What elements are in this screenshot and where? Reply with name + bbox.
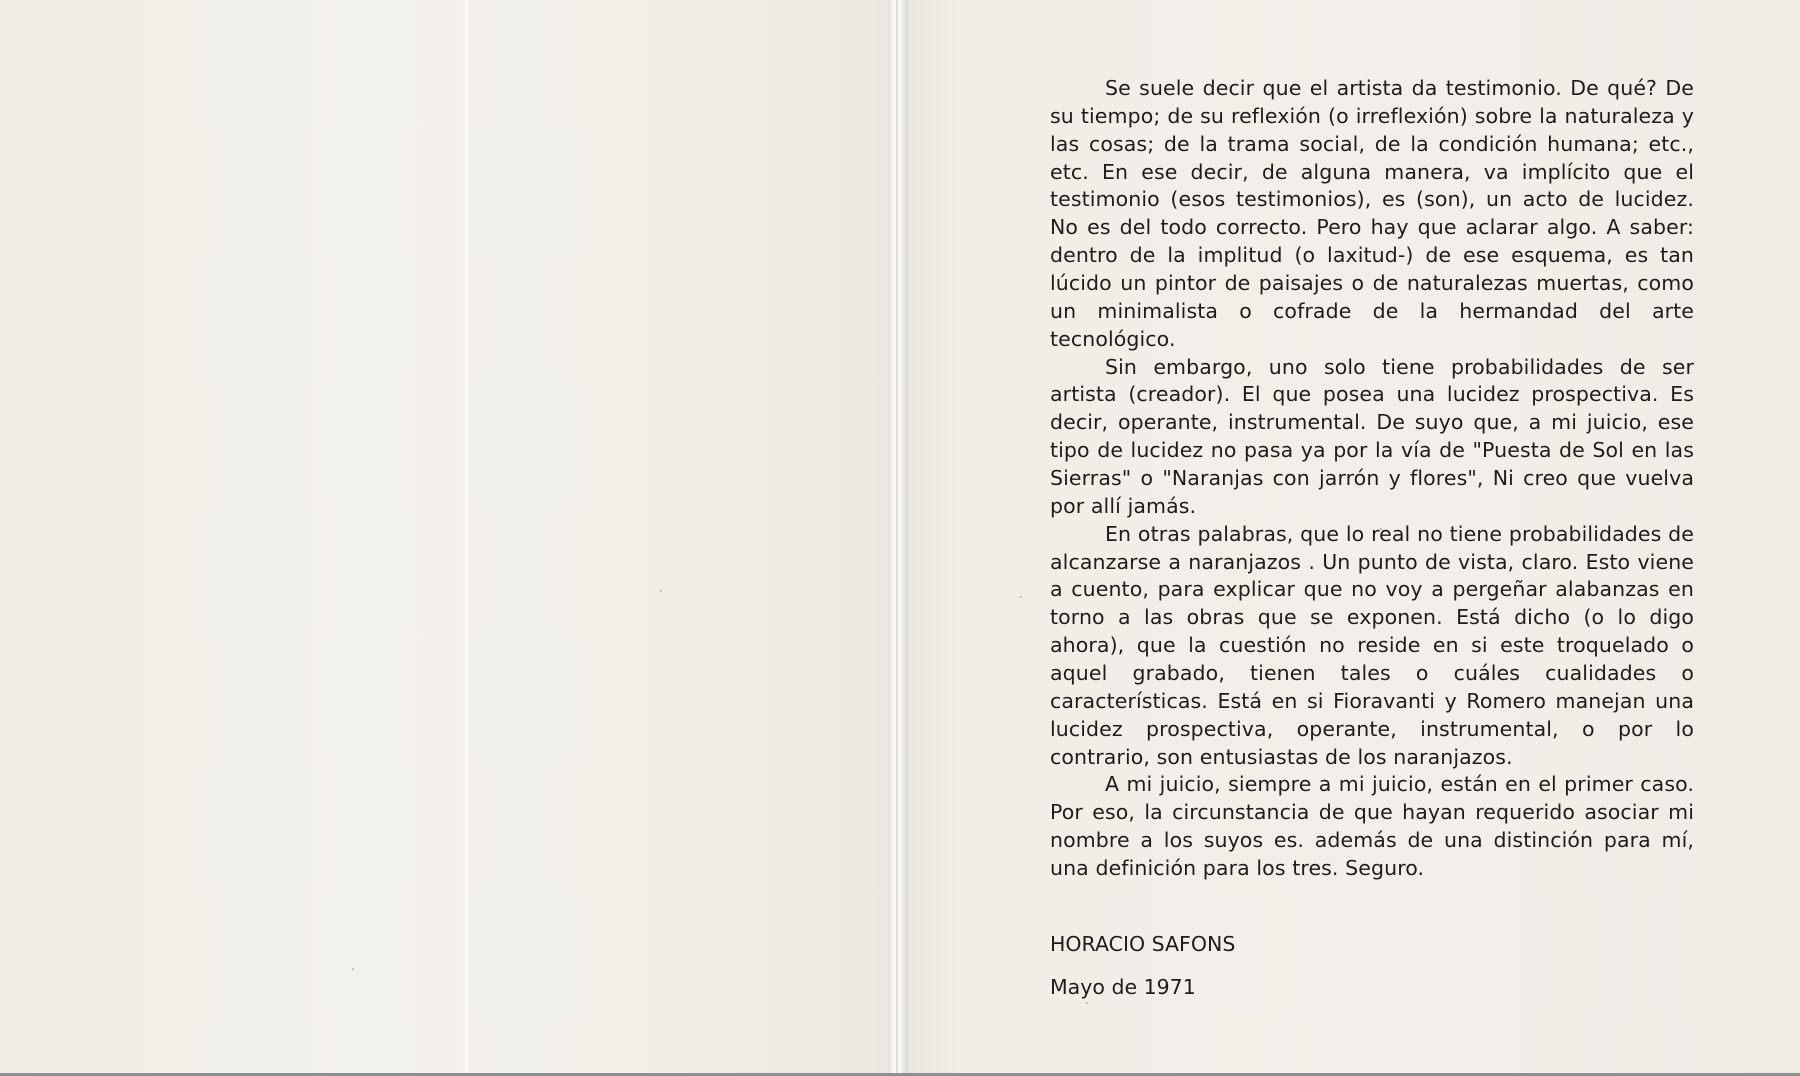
center-fold <box>888 0 908 1073</box>
paragraph: A mi juicio, siempre a mi juicio, están en el primer caso. Por eso, la circunstancia de que hayan requerido asociar mi nombre a los suyos es. además de una distinción para mí, una definición para los tres. Seguro. <box>1050 772 1694 881</box>
paragraph: Se suele decir que el artista da testimonio. De qué? De su tiempo; de su reflexión (o irreflexión) sobre la naturaleza y las cosas; de la trama social, de la condición humana; etc., etc. En ese decir, de alguna manera, va implícito que el testimonio (esos testimonios), es (son), un acto de lucidez. No es del todo correcto. Pero hay que aclarar algo. A saber: dentro de la implitud (o laxitud-) de ese esquema, es tan lúcido un pintor de paisajes o de naturalezas muertas, como un minimalista o cofrade de la hermandad del arte tecnológico. <box>1050 76 1694 351</box>
paper-speck <box>660 590 662 592</box>
left-page-crease <box>463 0 469 1073</box>
paper-speck <box>352 968 354 970</box>
left-page-blank <box>0 0 888 1073</box>
paragraph: En otras palabras, que lo real no tiene probabilidades de alcanzarse a naranjazos . Un punto de vista, claro. Esto viene a cuento, para explicar que no voy a pergeñar alabanzas en torno a las obras que se exponen. Está dicho (o lo digo ahora), que la cuestión no reside en si este troquelado o aquel grabado, tienen tales o cuáles cualidades o características. Está en si Fioravanti y Romero manejan una lucidez prospectiva, operante, instrumental, o por lo contrario, son entusiastas de los naranjazos. <box>1050 521 1694 769</box>
date-line: Mayo de 1971 <box>1050 975 1196 999</box>
author-signature: HORACIO SAFONS <box>1050 932 1236 956</box>
paragraph: Sin embargo, uno solo tiene probabilidades de ser artista (creador). El que posea una lucidez prospectiva. Es decir, operante, instrumental. De suyo que, a mi juicio, ese tipo de lucidez no pasa ya por la vía de "Puesta de Sol en las Sierras" o "Naranjas con jarrón y flores", Ni creo que vuelva por allí jamás. <box>1050 354 1694 518</box>
paper-speck <box>1086 1002 1088 1004</box>
paper-speck <box>1020 596 1022 598</box>
essay-text <box>1050 75 1694 883</box>
center-fold-line <box>896 0 898 1073</box>
